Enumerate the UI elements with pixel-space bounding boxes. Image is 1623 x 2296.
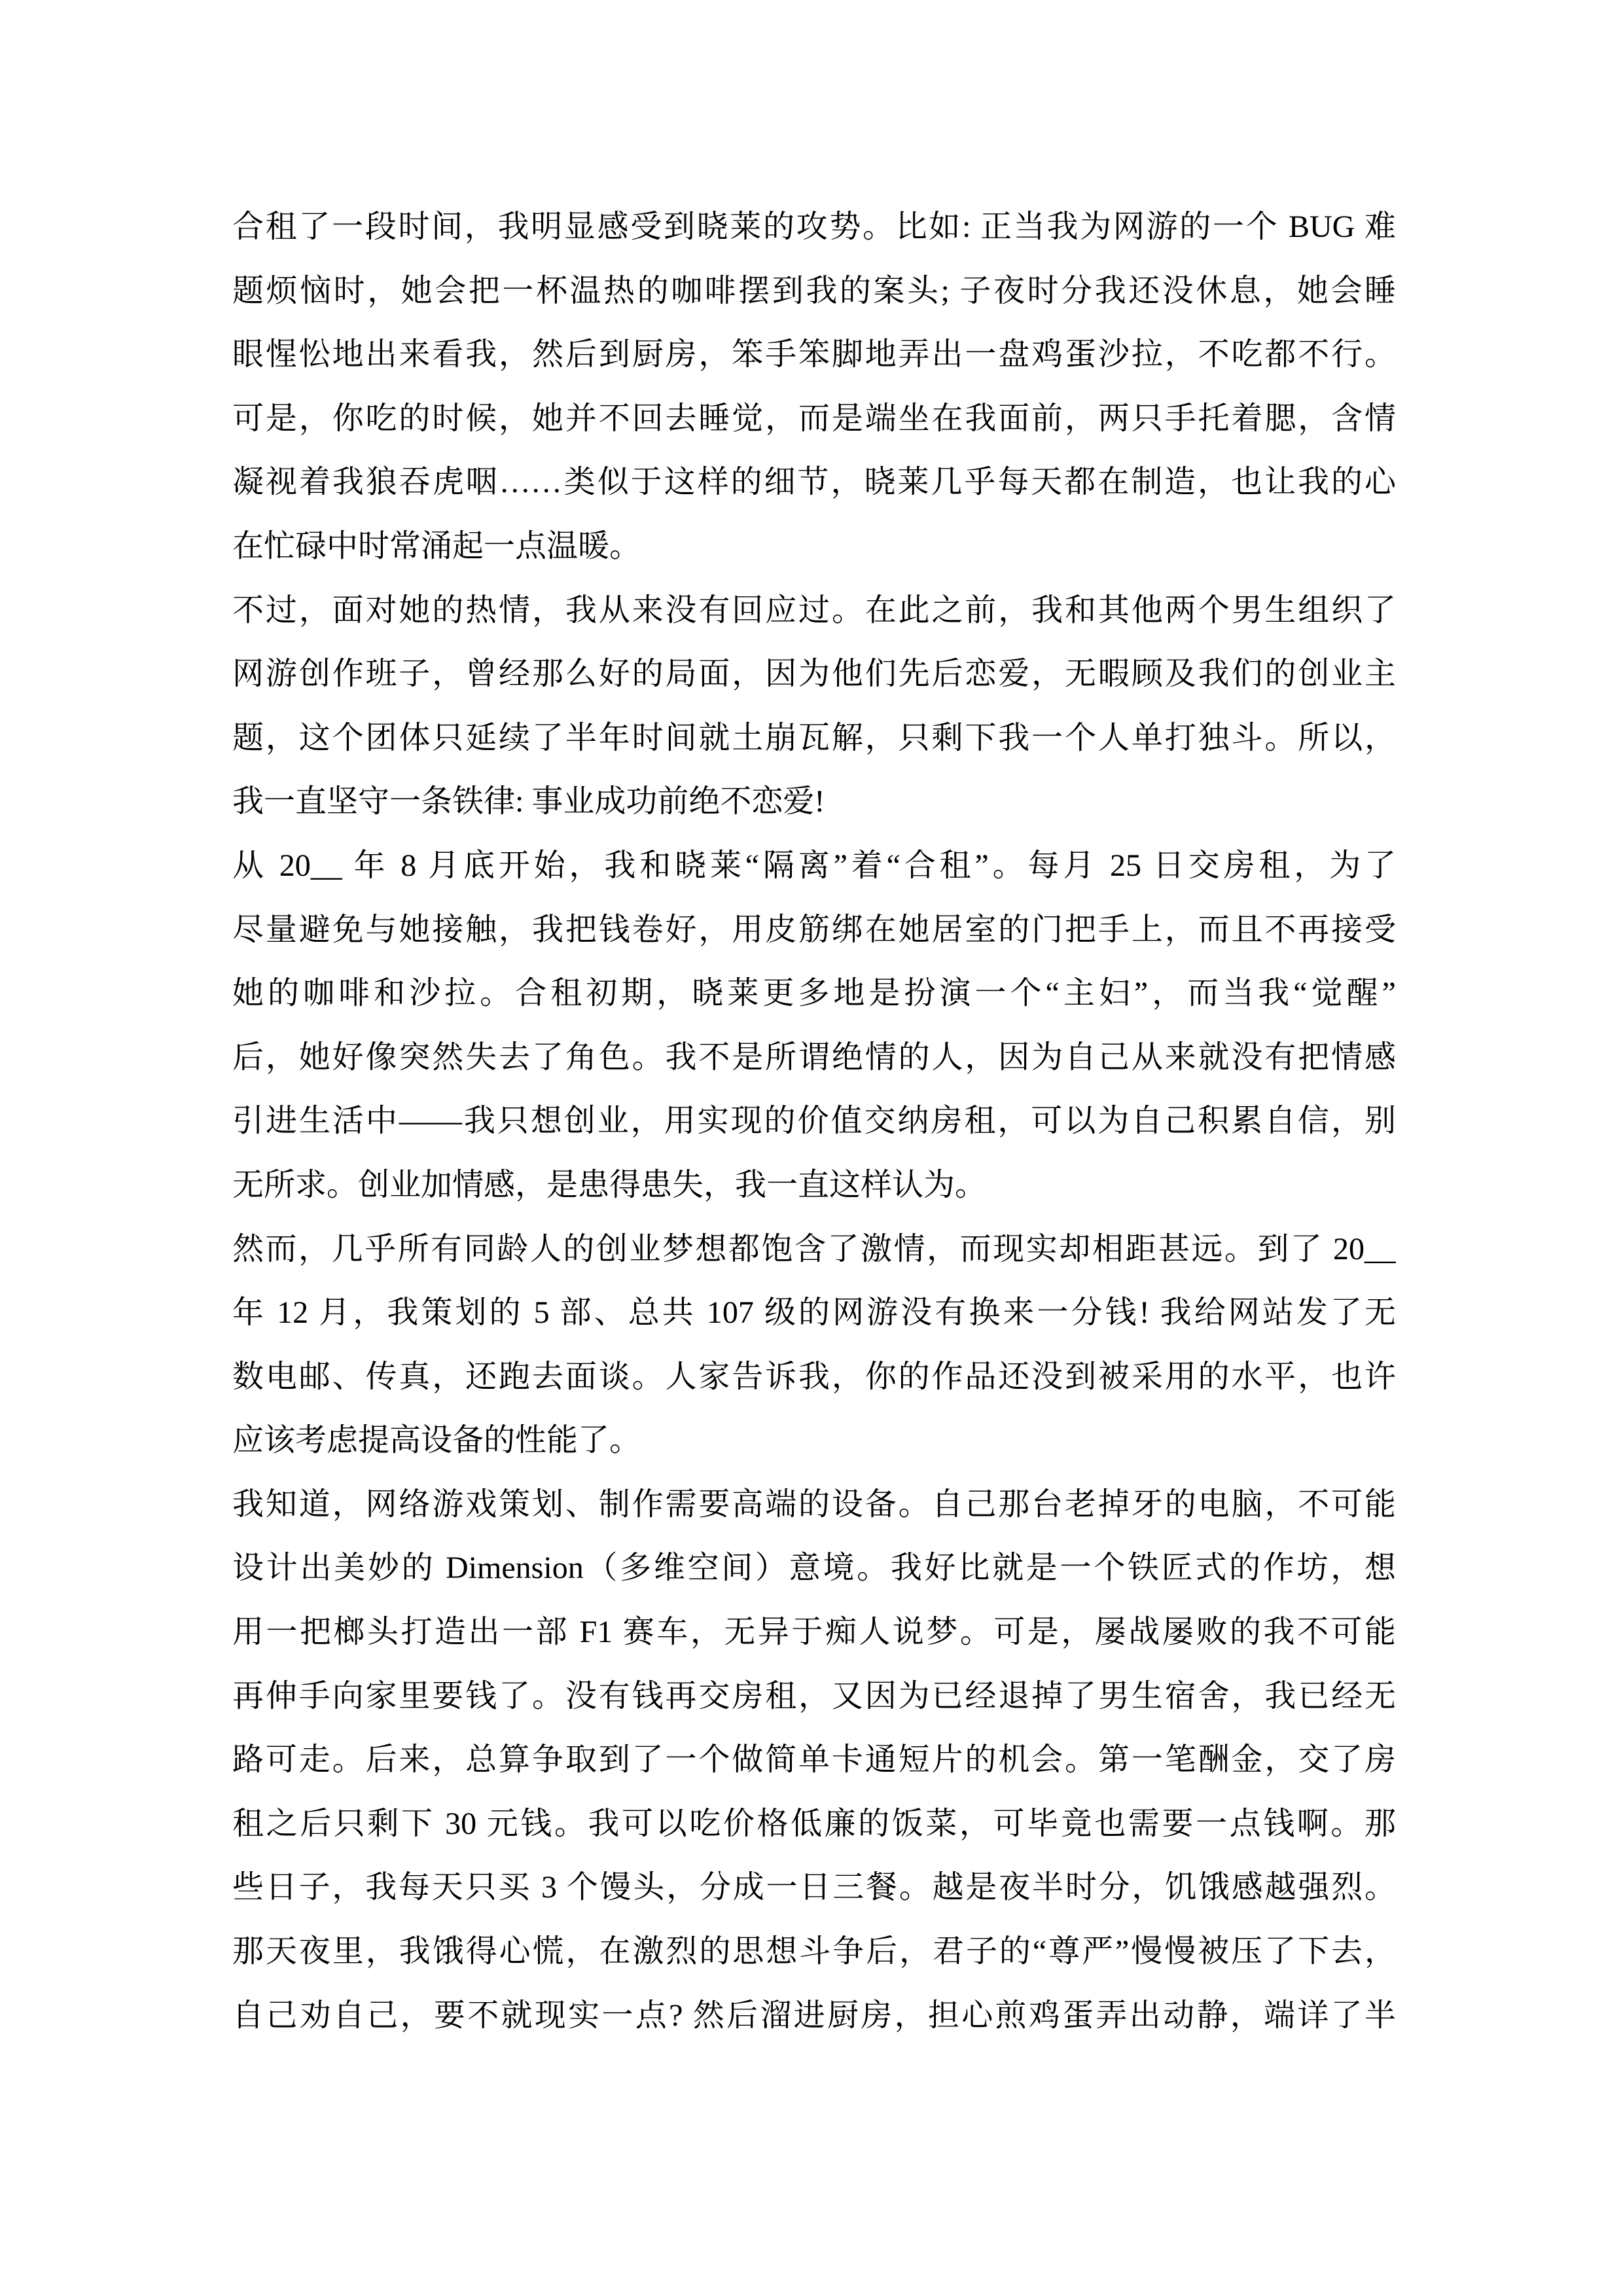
text-line: 用一把榔头打造出一部 F1 赛车，无异于痴人说梦。可是，屡战屡败的我不可能 <box>232 1615 1396 1650</box>
text-line: 凝视着我狼吞虎咽……类似于这样的细节，晓莱几乎每天都在制造，也让我的心 <box>232 465 1396 500</box>
paragraph <box>232 1217 1396 1473</box>
text-line: 合租了一段时间，我明显感受到晓莱的攻势。比如: 正当我为网游的一个 BUG 难 <box>232 209 1396 244</box>
text-line: 设计出美妙的 Dimension（多维空间）意境。我好比就是一个铁匠式的作坊，想 <box>232 1551 1396 1586</box>
text-line: 不过，面对她的热情，我从来没有回应过。在此之前，我和其他两个男生组织了 <box>232 592 1396 628</box>
text-line: 她的咖啡和沙拉。合租初期，晓莱更多地是扮演一个“主妇”，而当我“觉醒” <box>232 976 1396 1011</box>
text-line: 无所求。创业加情感，是患得患失，我一直这样认为。 <box>232 1167 987 1202</box>
paragraph <box>232 195 1396 579</box>
paragraph <box>232 1473 1396 2047</box>
paragraph <box>232 579 1396 834</box>
text-line: 可是，你吃的时候，她并不回去睡觉，而是端坐在我面前，两只手托着腮，含情 <box>232 401 1396 436</box>
text-line: 在忙碌中时常涌起一点温暖。 <box>232 528 641 564</box>
text-line: 自己劝自己，要不就现实一点? 然后溜进厨房，担心煎鸡蛋弄出动静，端详了半 <box>232 1998 1396 2033</box>
text-line: 数电邮、传真，还跑去面谈。人家告诉我，你的作品还没到被采用的水平，也许 <box>232 1359 1396 1394</box>
text-line: 后，她好像突然失去了角色。我不是所谓绝情的人，因为自己从来就没有把情感 <box>232 1039 1396 1075</box>
text-line: 尽量避免与她接触，我把钱卷好，用皮筋绑在她居室的门把手上，而且不再接受 <box>232 912 1396 947</box>
paragraph <box>232 834 1396 1217</box>
text-line: 从 20__ 年 8 月底开始，我和晓莱“隔离”着“合租”。每月 25 日交房租，为了 <box>232 848 1396 883</box>
text-line: 那天夜里，我饿得心慌，在激烈的思想斗争后，君子的“尊严”慢慢被压了下去， <box>232 1934 1396 1969</box>
text-line: 再伸手向家里要钱了。没有钱再交房租，又因为已经退掉了男生宿舍，我已经无 <box>232 1678 1396 1713</box>
text-line: 路可走。后来，总算争取到了一个做简单卡通短片的机会。第一笔酬金，交了房 <box>232 1742 1396 1778</box>
text-line: 应该考虑提高设备的性能了。 <box>232 1423 641 1458</box>
text-line: 年 12 月，我策划的 5 部、总共 107 级的网游没有换来一分钱! 我给网站发了无 <box>232 1295 1396 1331</box>
text-line: 题烦恼时，她会把一杯温热的咖啡摆到我的案头; 子夜时分我还没休息，她会睡 <box>232 273 1396 308</box>
text-line: 引进生活中——我只想创业，用实现的价值交纳房租，可以为自己积累自信，别 <box>232 1103 1396 1139</box>
text-line: 些日子，我每天只买 3 个馒头，分成一日三餐。越是夜半时分，饥饿感越强烈。 <box>232 1870 1396 1905</box>
text-line: 题，这个团体只延续了半年时间就土崩瓦解，只剩下我一个人单打独斗。所以， <box>232 720 1396 755</box>
document-body <box>232 195 1396 2047</box>
text-line: 眼惺忪地出来看我，然后到厨房，笨手笨脚地弄出一盘鸡蛋沙拉，不吃都不行。 <box>232 337 1396 372</box>
text-line: 我知道，网络游戏策划、制作需要高端的设备。自己那台老掉牙的电脑，不可能 <box>232 1486 1396 1522</box>
text-line: 租之后只剩下 30 元钱。我可以吃价格低廉的饭菜，可毕竟也需要一点钱啊。那 <box>232 1806 1396 1841</box>
text-line: 网游创作班子，曾经那么好的局面，因为他们先后恋爱，无暇顾及我们的创业主 <box>232 656 1396 692</box>
text-line: 然而，几乎所有同龄人的创业梦想都饱含了激情，而现实却相距甚远。到了 20__ <box>232 1231 1396 1266</box>
text-line: 我一直坚守一条铁律: 事业成功前绝不恋爱! <box>232 784 825 819</box>
